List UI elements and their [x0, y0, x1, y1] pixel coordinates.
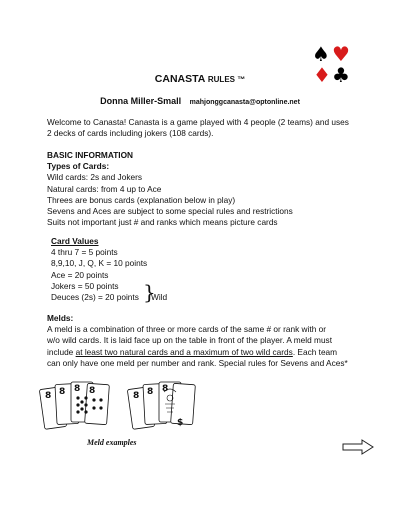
melds-heading: Melds:	[47, 313, 74, 323]
card-value-line: 8,9,10, J, Q, K = 10 points	[51, 258, 148, 269]
meld-examples-illustration	[38, 378, 228, 434]
basic-information-section	[47, 150, 367, 228]
melds-heading-text: Melds	[47, 313, 71, 323]
card-rank: 8	[59, 387, 66, 397]
card-rank: 8	[133, 391, 140, 401]
next-page-arrow-icon[interactable]	[342, 439, 374, 455]
card-value-line: 4 thru 7 = 5 points	[51, 247, 118, 258]
melds-line: A meld is a combination of three or more cards of the same # or rank with or	[47, 324, 326, 335]
card-value-line: Ace = 20 points	[51, 269, 109, 280]
intro-line: 2 decks of cards including jokers (108 cards).	[47, 128, 214, 139]
types-of-cards-heading: Types of Cards:	[47, 161, 110, 172]
author-name: Donna Miller-Small	[100, 96, 182, 106]
card-rank: 8	[89, 386, 96, 396]
card-values-heading: Card Values	[51, 236, 99, 246]
spade-icon: ♠	[312, 42, 330, 66]
basic-line: Suits not important just # and ranks which means picture cards	[47, 217, 278, 228]
wild-label: Wild	[151, 292, 168, 302]
brace-icon: }	[143, 280, 156, 304]
meld-examples-caption: Meld examples	[87, 438, 137, 447]
basic-line: Sevens and Aces are subject to some special rules and restrictions	[47, 206, 293, 217]
basic-line: Wild cards: 2s and Jokers	[47, 172, 142, 183]
intro-paragraph	[47, 117, 367, 139]
melds-line	[47, 347, 359, 358]
card-rank: 8	[45, 391, 52, 401]
club-icon: ♣	[332, 63, 350, 87]
basic-information-heading: BASIC INFORMATION	[47, 150, 134, 160]
title-small: RULES ™	[207, 75, 246, 84]
melds-text: include	[47, 346, 76, 357]
card-rank: $	[177, 418, 184, 428]
card-rank: 8	[162, 384, 169, 394]
basic-line: Natural cards: from 4 up to Ace	[47, 183, 162, 194]
card-value-line: Jokers = 50 points	[51, 280, 119, 291]
basic-line: Threes are bonus cards (explanation below in play)	[47, 194, 236, 205]
melds-line: can only have one meld per number and rank. Special rules for Sevens and Aces*	[47, 357, 348, 368]
melds-line: w/o wild cards. It is laid face up on the table in front of the player. A meld must	[47, 335, 333, 346]
diamond-icon: ♦	[313, 63, 331, 87]
author-line	[0, 96, 400, 106]
melds-section	[47, 313, 359, 369]
intro-line: Welcome to Canasta! Canasta is a game played with 4 people (2 teams) and uses	[47, 117, 349, 127]
page-title	[0, 73, 400, 85]
heart-icon: ♥	[332, 42, 350, 66]
author-email: mahjonggcanasta@optonline.net	[189, 99, 300, 106]
card-value-line: Deuces (2s) = 20 points	[51, 292, 139, 303]
card-rank: 8	[147, 387, 154, 397]
melds-rule-underlined: at least two natural cards and a maximum of two wild cards	[75, 346, 293, 357]
card-rank: 8	[74, 384, 81, 394]
title-main: CANASTA	[154, 73, 205, 85]
melds-text: . Each team	[292, 346, 338, 357]
